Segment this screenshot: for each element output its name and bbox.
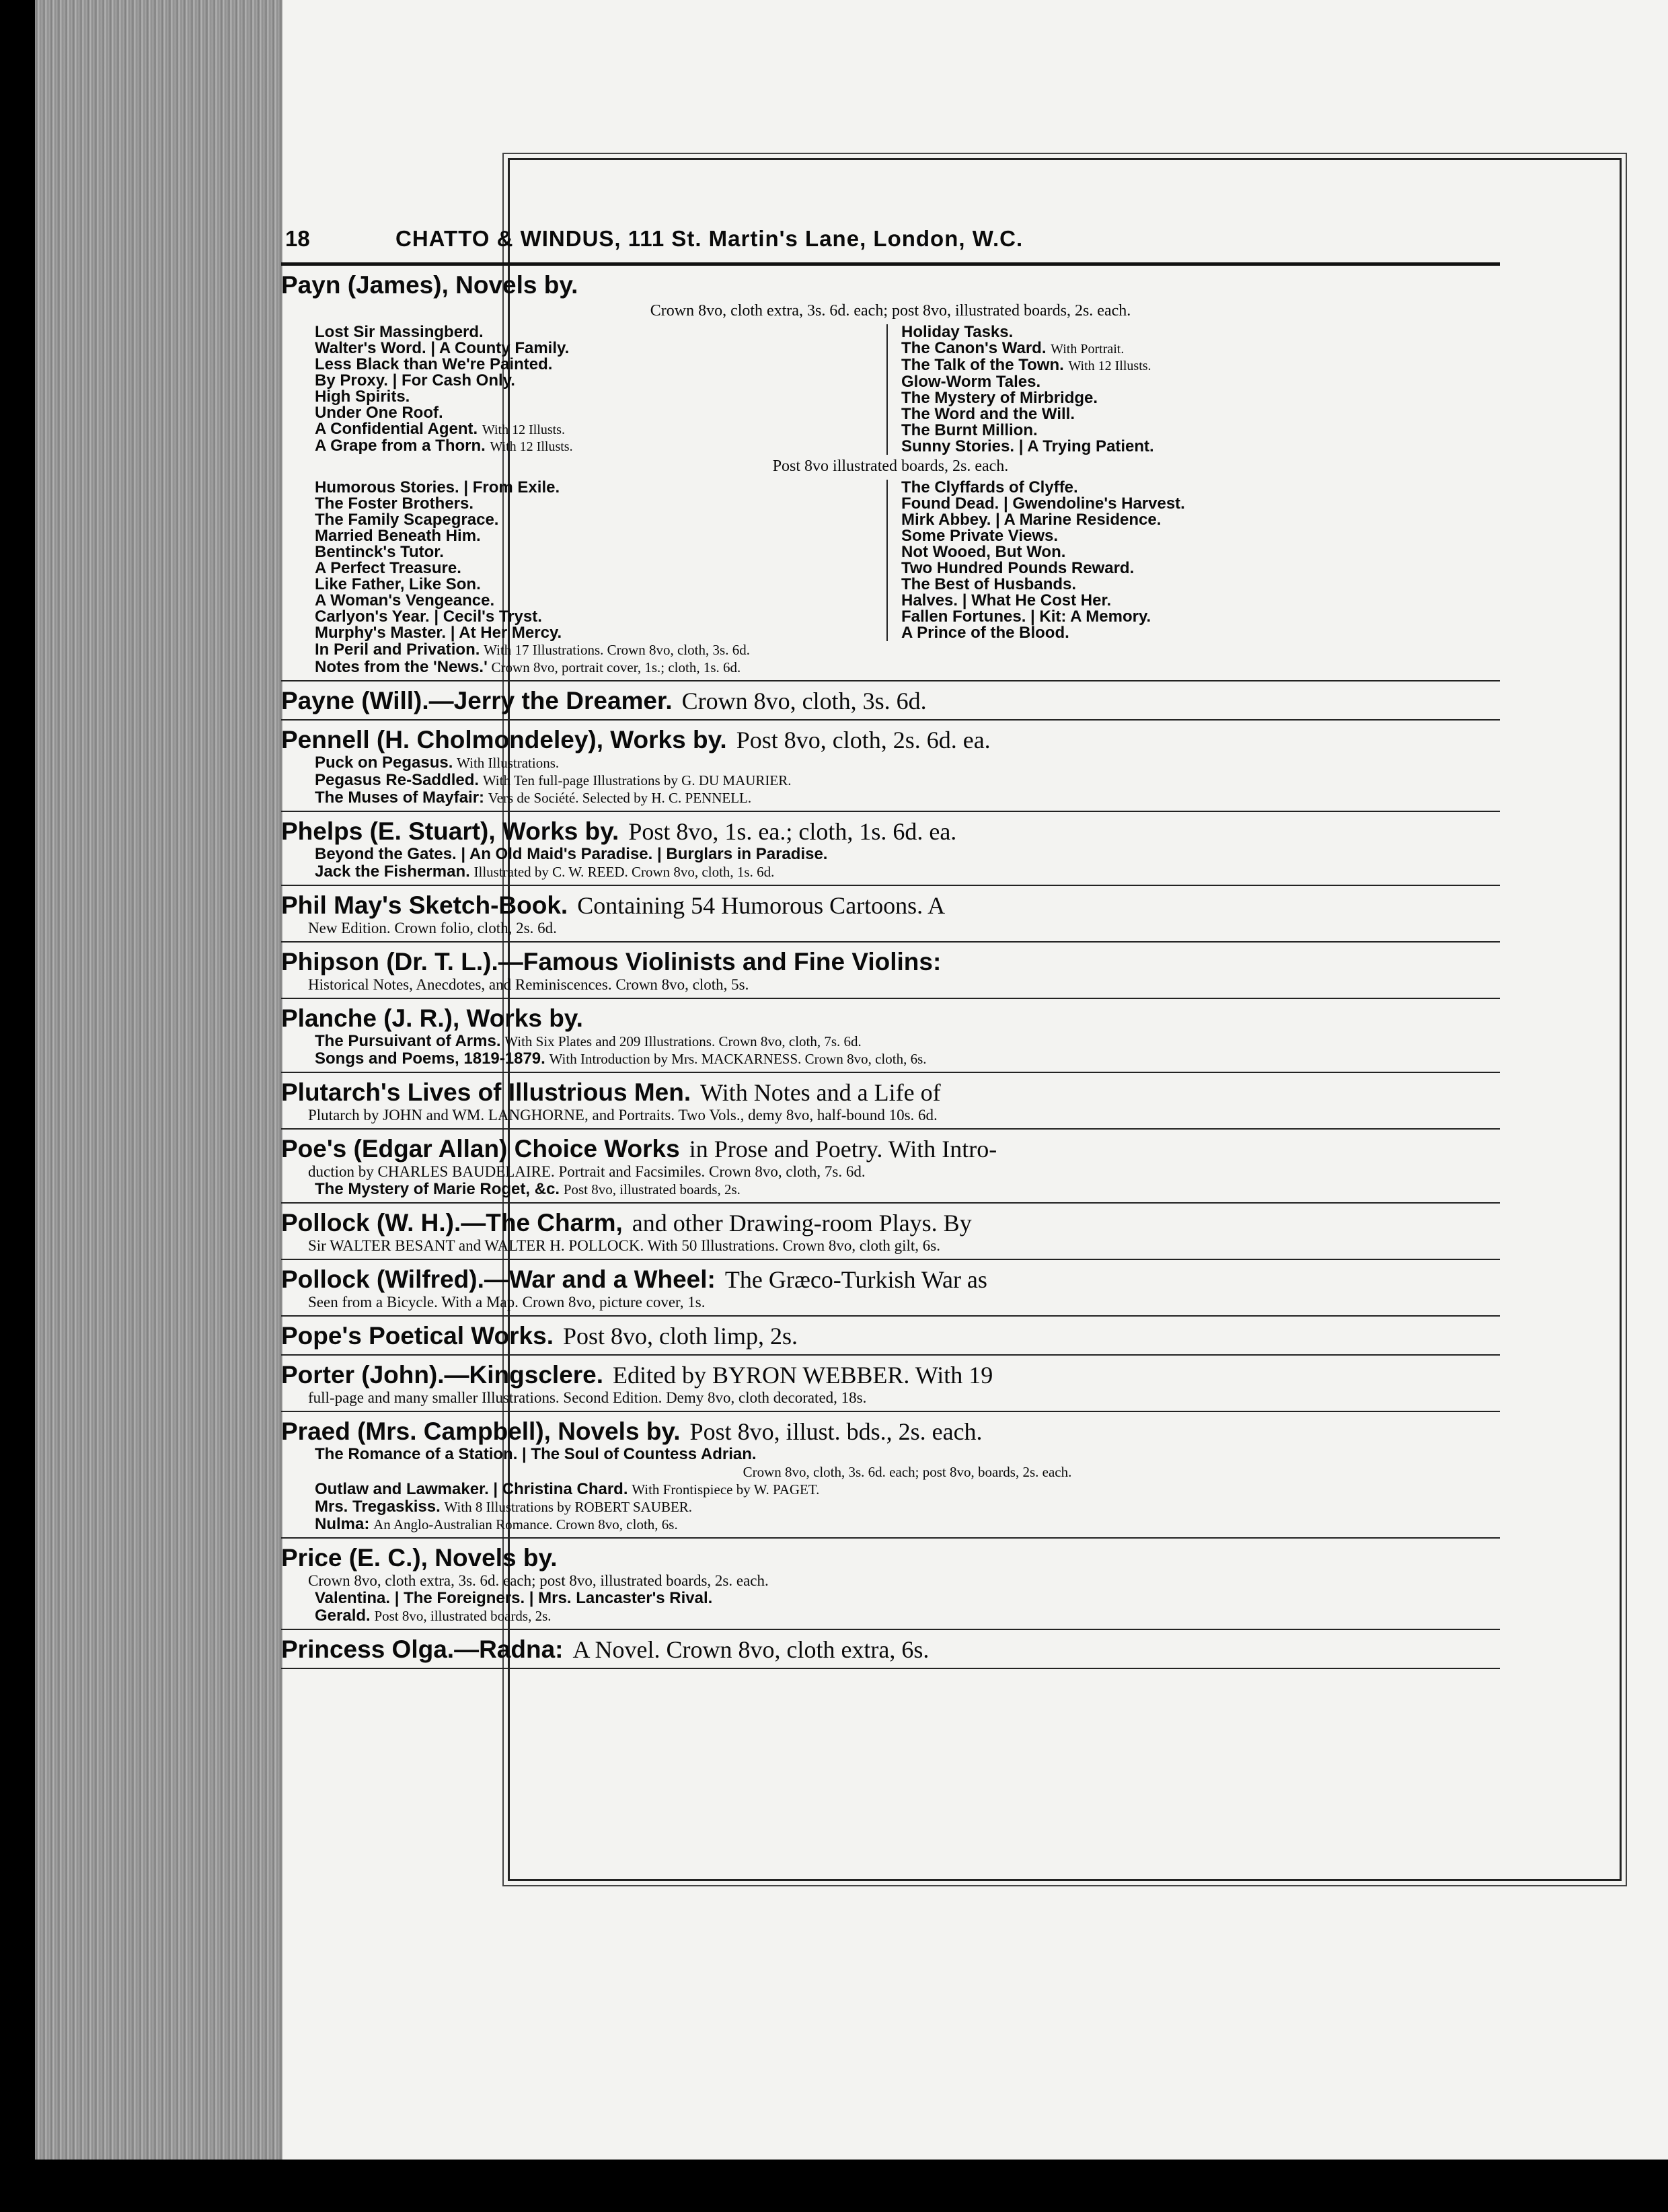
book-title: Pegasus Re-Saddled. [315,771,480,789]
title-line [901,593,1500,609]
entry-heading-line [281,1361,1500,1389]
book-title: Less Black than We're Painted. [315,355,553,373]
entry-heading: Phil May's Sketch-Book. [281,891,568,919]
book-title: The Burnt Million. [901,421,1038,439]
title-line [315,438,880,455]
catalogue-entry [281,1073,1500,1130]
entry-continuation: Sir WALTER BESANT and WALTER H. POLLOCK. With 50 Illustrations. Crown 8vo, cloth gilt, 6s. [308,1237,940,1254]
title-line [315,593,880,609]
entry-continuation: New Edition. Crown folio, cloth, 2s. 6d. [308,920,557,936]
book-title: The Word and the Will. [901,405,1075,423]
book-title: The Pursuivant of Arms. [315,1032,501,1050]
title-line [315,340,880,357]
entry-description: With Notes and a Life of [700,1079,941,1106]
catalogue-entry [281,1356,1500,1412]
entry-lines [281,641,1500,676]
entry-description: A Novel. Crown 8vo, cloth extra, 6s. [572,1636,930,1663]
title-line [315,641,1500,659]
entry-heading: Price (E. C.), Novels by. [281,1544,558,1572]
title-line [315,421,880,438]
entry-description: Post 8vo, 1s. ea.; cloth, 1s. 6d. ea. [628,818,957,845]
entry-description: Post 8vo, cloth limp, 2s. [562,1323,798,1350]
book-title: Lost Sir Massingberd. [315,323,484,341]
catalogue-entry [281,1630,1500,1669]
title-line [315,1607,1500,1625]
book-title: The Mystery of Mirbridge. [901,389,1098,407]
title-line [901,609,1500,625]
title-line [901,560,1500,577]
publisher-heading: CHATTO & WINDUS, 111 St. Martin's Lane, London, W.C. [395,226,1024,251]
entry-description: Edited by BYRON WEBBER. With 19 [613,1362,993,1389]
entry-heading-line [281,1209,1500,1237]
entries-list [281,681,1500,1669]
book-title: A Woman's Vengeance. [315,591,495,610]
entry-heading: Pennell (H. Cholmondeley), Works by. [281,726,727,753]
title-line [901,480,1500,496]
entry-description: The Græco-Turkish War as [724,1266,987,1293]
entry-continuation: duction by CHARLES BAUDELAIRE. Portrait and Facsimiles. Crown 8vo, cloth, 7s. 6d. [308,1163,866,1180]
entry-continuation: Crown 8vo, cloth extra, 3s. 6d. each; post 8vo, illustrated boards, 2s. each. [308,1572,769,1589]
left-column [281,480,888,641]
title-line [315,1481,1500,1498]
entry-continuation: Historical Notes, Anecdotes, and Reminiscences. Crown 8vo, cloth, 5s. [308,976,749,993]
title-line [315,1446,1500,1463]
book-title: Under One Roof. [315,404,443,422]
entry-heading-line [281,726,1500,754]
book-title: Two Hundred Pounds Reward. [901,559,1135,577]
title-line [901,406,1500,422]
entry-heading: Payn (James), Novels by. [281,271,578,299]
catalogue-entry [281,1539,1500,1630]
book-title: A Prince of the Blood. [901,624,1069,642]
book-title: Nulma: [315,1515,370,1533]
title-line [315,863,1500,881]
book-title: High Spirits. [315,388,410,406]
title-line [901,324,1500,340]
catalogue-entry [281,886,1500,943]
book-title: The Talk of the Town. [901,356,1064,374]
title-line [315,544,880,560]
title-line [315,1516,1500,1533]
book-details: Crown 8vo, portrait cover, 1s.; cloth, 1s. 6d. [491,659,741,675]
book-details: With 17 Illustrations. Crown 8vo, cloth, 3s. 6d. [484,642,750,658]
title-line [315,512,880,528]
title-line [901,512,1500,528]
right-column [888,324,1500,455]
book-title: Walter's Word. | A County Family. [315,339,570,357]
title-line [901,422,1500,439]
book-title: Outlaw and Lawmaker. | Christina Chard. [315,1480,628,1498]
entry-continuation: full-page and many smaller Illustrations. Second Edition. Demy 8vo, cloth decorated, 18s. [308,1389,867,1406]
catalogue-entry [281,1204,1500,1260]
entry-heading: Pollock (W. H.).—The Charm, [281,1209,623,1237]
title-line [315,625,880,641]
title-line [315,1181,1500,1198]
book-title: Humorous Stories. | From Exile. [315,478,560,496]
title-line [315,772,1500,789]
running-header [281,222,1500,266]
title-line [901,577,1500,593]
entry-heading-line [281,1004,1500,1033]
book-title: Like Father, Like Son. [315,575,481,593]
title-line [315,560,880,577]
title-line [315,373,880,389]
title-line [315,1033,1500,1050]
book-title: The Clyffards of Clyffe. [901,478,1078,496]
title-line [315,577,880,593]
book-title: A Confidential Agent. [315,420,478,438]
book-title: The Family Scapegrace. [315,511,499,529]
book-title: Halves. | What He Cost Her. [901,591,1112,610]
book-details: Crown 8vo, cloth, 3s. 6d. each; post 8vo, boards, 2s. each. [743,1464,1072,1480]
book-title: In Peril and Privation. [315,640,480,659]
book-details: With 8 Illustrations by ROBERT SAUBER. [444,1499,693,1515]
book-title: Found Dead. | Gwendoline's Harvest. [901,494,1185,513]
title-line [901,439,1500,455]
title-line [315,496,880,512]
entry-continuation: Plutarch by JOHN and WM. LANGHORNE, and Portraits. Two Vols., demy 8vo, half-bound 10s. 6d. [308,1107,938,1123]
entry-heading-line [281,1635,1500,1664]
entry-heading-line [281,1265,1500,1294]
price-note: Crown 8vo, cloth extra, 3s. 6d. each; post 8vo, illustrated boards, 2s. each. [650,302,1131,320]
catalogue-entry [281,1317,1500,1356]
entry-heading-line [281,1322,1500,1350]
book-details: With Illustrations. [457,755,560,771]
catalogue-entry [281,1130,1500,1204]
entry-description: Post 8vo, cloth, 2s. 6d. ea. [736,727,991,753]
title-line [901,390,1500,406]
entry-heading: Praed (Mrs. Campbell), Novels by. [281,1417,681,1445]
catalogue-entry [281,999,1500,1073]
entry-heading-line [281,817,1500,846]
book-title: A Grape from a Thorn. [315,437,486,455]
catalogue-entry [281,1412,1500,1539]
title-columns [281,324,1500,455]
title-line [315,1050,1500,1068]
book-title: The Mystery of Marie Roget, &c. [315,1180,560,1198]
title-line [315,405,880,421]
title-line [901,544,1500,560]
title-line [901,625,1500,641]
entry-description: Containing 54 Humorous Cartoons. A [577,892,946,919]
book-details: Vers de Société. Selected by H. C. PENNELL. [488,790,752,806]
title-line [315,1590,1500,1607]
book-title: Jack the Fisherman. [315,862,470,881]
book-title: By Proxy. | For Cash Only. [315,371,515,390]
title-line [315,609,880,625]
book-title: Not Wooed, But Won. [901,543,1066,561]
title-columns [281,480,1500,641]
book-title: Some Private Views. [901,527,1059,545]
page-number: 18 [285,226,310,251]
entry-heading-line [281,687,1500,715]
title-line [315,789,1500,807]
book-details: Post 8vo, illustrated boards, 2s. [374,1608,552,1624]
book-details: With Ten full-page Illustrations by G. DU MAURIER. [482,772,792,788]
book-title: Glow-Worm Tales. [901,373,1041,391]
book-details: With 12 Illusts. [1068,359,1151,373]
entry-heading: Phipson (Dr. T. L.).—Famous Violinists and Fine Violins: [281,948,942,975]
entry-continuation: Seen from a Bicycle. With a Map. Crown 8vo, picture cover, 1s. [308,1294,706,1311]
book-title: Mrs. Tregaskiss. [315,1498,441,1516]
title-line [901,496,1500,512]
page-content [281,222,1500,1669]
book-details: With Portrait. [1051,342,1125,357]
title-line [901,374,1500,390]
book-title: Sunny Stories. | A Trying Patient. [901,437,1154,455]
book-title: Married Beneath Him. [315,527,481,545]
price-note: Post 8vo illustrated boards, 2s. each. [772,457,1009,475]
book-title: A Perfect Treasure. [315,559,461,577]
book-details: An Anglo-Australian Romance. Crown 8vo, cloth, 6s. [373,1516,678,1533]
title-line [315,389,880,405]
title-line [315,324,880,340]
entry-heading: Porter (John).—Kingsclere. [281,1361,604,1389]
entry-heading: Pope's Poetical Works. [281,1322,554,1350]
entry-heading: Plutarch's Lives of Illustrious Men. [281,1078,691,1106]
book-title: Beyond the Gates. | An Old Maid's Paradise. | Burglars in Paradise. [315,845,828,863]
catalogue-entry [281,721,1500,812]
book-title: The Romance of a Station. | The Soul of Countess Adrian. [315,1445,757,1463]
book-details: With Six Plates and 209 Illustrations. Crown 8vo, cloth, 7s. 6d. [504,1033,862,1049]
book-details: With Introduction by Mrs. MACKARNESS. Crown 8vo, cloth, 6s. [549,1051,927,1067]
entry-heading-line [281,1135,1500,1163]
book-title: Murphy's Master. | At Her Mercy. [315,624,562,642]
title-line [315,1463,1500,1481]
title-line [315,528,880,544]
entry-description: Post 8vo, illust. bds., 2s. each. [689,1418,983,1445]
book-title: Songs and Poems, 1819-1879. [315,1049,545,1068]
book-title: The Best of Husbands. [901,575,1077,593]
entry-description: in Prose and Poetry. With Intro- [689,1136,997,1163]
catalogue-entry [281,943,1500,999]
book-details: With 12 Illusts. [490,439,573,454]
book-details: With Frontispiece by W. PAGET. [632,1481,820,1498]
title-line [315,659,1500,676]
title-line [315,846,1500,863]
title-line [901,340,1500,357]
book-title: Notes from the 'News.' [315,658,488,676]
book-title: Valentina. | The Foreigners. | Mrs. Lancaster's Rival. [315,1589,713,1607]
entry-heading: Princess Olga.—Radna: [281,1635,564,1663]
entry-heading-line [281,1544,1500,1572]
title-line [315,357,880,373]
book-title: The Muses of Mayfair: [315,788,485,807]
book-title: Holiday Tasks. [901,323,1014,341]
left-column [281,324,888,455]
entry-heading: Payne (Will).—Jerry the Dreamer. [281,687,673,714]
book-title: Carlyon's Year. | Cecil's Tryst. [315,607,542,626]
book-page-edges [35,0,288,2160]
book-title: The Canon's Ward. [901,339,1047,357]
book-title: Fallen Fortunes. | Kit: A Memory. [901,607,1151,626]
entry-description: and other Drawing-room Plays. By [632,1210,972,1237]
right-column [888,480,1500,641]
title-line [315,480,880,496]
entry-description: Crown 8vo, cloth, 3s. 6d. [681,688,927,714]
book-title: Puck on Pegasus. [315,753,453,772]
entry-payn [281,266,1500,681]
entry-heading: Pollock (Wilfred).—War and a Wheel: [281,1265,716,1293]
entry-heading-line [281,948,1500,976]
book-details: Illustrated by C. W. REED. Crown 8vo, cloth, 1s. 6d. [473,864,775,880]
title-line [901,357,1500,374]
book-details: Post 8vo, illustrated boards, 2s. [563,1181,741,1197]
book-title: The Foster Brothers. [315,494,474,513]
title-line [315,1498,1500,1516]
entry-heading: Planche (J. R.), Works by. [281,1004,583,1032]
book-title: Bentinck's Tutor. [315,543,444,561]
entry-heading: Phelps (E. Stuart), Works by. [281,817,619,845]
title-line [901,528,1500,544]
catalogue-entry [281,1260,1500,1317]
entry-heading: Poe's (Edgar Allan) Choice Works [281,1135,680,1163]
book-title: Gerald. [315,1607,371,1625]
book-details: With 12 Illusts. [482,422,565,437]
entry-heading-line [281,1417,1500,1446]
entry-heading-line [281,1078,1500,1107]
catalogue-entry [281,812,1500,886]
title-line [315,754,1500,772]
book-title: Mirk Abbey. | A Marine Residence. [901,511,1162,529]
entry-heading-line [281,891,1500,920]
catalogue-entry [281,681,1500,721]
